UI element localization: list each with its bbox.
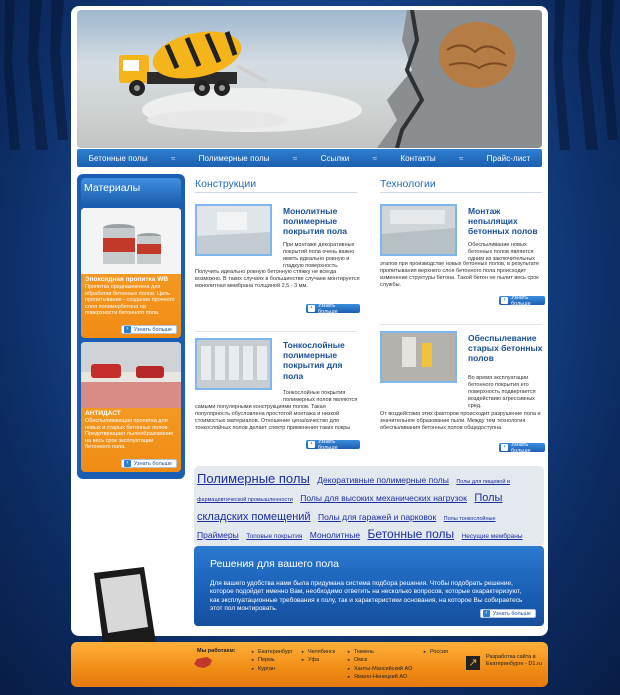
- nav-divider-icon: ≈: [292, 153, 298, 163]
- tag-link[interactable]: Полимерные полы: [197, 471, 310, 486]
- concrete-mixer-truck: [119, 24, 267, 96]
- article-lead: При монтаже декоративных покрытий пола очень важно иметь идеально ровную и гладкую поверхность.: [283, 242, 355, 269]
- article-title[interactable]: Обеспылевание старых бетонных полов: [468, 333, 543, 364]
- technologies-heading: Технологии: [380, 178, 542, 193]
- developer-credit-line: Екатеринбурге - D1.ru: [486, 661, 542, 668]
- material-title: АНТИДАСТ: [85, 410, 121, 417]
- article-lead: Обеспыливание новых бетонных полов является одним из заключительных: [468, 242, 536, 262]
- footer: [71, 642, 548, 687]
- article-body: этапов при производстве новых бетонных полов, в результате пропитывания верхнего слоя бетонного пола происходит изменение структуры бетона. Такой бетон не пылит весь срок службы.: [380, 261, 540, 288]
- learn-more-button[interactable]: › Узнать больше: [306, 440, 360, 449]
- tag-link[interactable]: Полы для пищевой и фармацевтической промышленности: [197, 479, 510, 504]
- learn-more-button[interactable]: › Узнать больше: [480, 609, 536, 618]
- learn-more-button[interactable]: › Узнать больше: [121, 459, 177, 468]
- article-lead: Тонкослойные покрытия полимерных полов являются: [283, 390, 358, 403]
- city-link[interactable]: ► Пермь: [251, 656, 293, 664]
- article-old-floors: [380, 331, 545, 456]
- banner-illustration: [77, 10, 542, 148]
- tag-link[interactable]: Праймеры: [197, 530, 239, 541]
- learn-more-button[interactable]: › Узнать больше: [499, 443, 545, 452]
- sidebar-title: Материалы: [81, 178, 181, 204]
- crowd-silhouette-right: [550, 0, 620, 150]
- material-card-antidust[interactable]: [81, 342, 181, 472]
- materials-sidebar: [77, 174, 185, 479]
- page-container: [71, 6, 548, 636]
- tag-link[interactable]: Полы для высоких механических нагрузок: [300, 493, 467, 504]
- article-thumbnail[interactable]: [195, 204, 272, 256]
- city-list: [251, 648, 293, 673]
- city-link[interactable]: ► Курган: [251, 665, 293, 673]
- article-thumbnail[interactable]: [195, 338, 272, 390]
- article-monolithic: [195, 204, 360, 324]
- article-title[interactable]: Тонкослойные полимерные покрытия для пола: [283, 340, 345, 381]
- floor-solutions-panel: [194, 546, 544, 626]
- tag-link[interactable]: Полы тонкослойные: [443, 515, 496, 522]
- main-nav: [77, 149, 542, 167]
- nav-concrete-floors[interactable]: Бетонные полы: [88, 153, 148, 163]
- material-card-epoxy[interactable]: [81, 208, 181, 338]
- header-banner: [77, 10, 542, 148]
- city-list: [301, 648, 335, 665]
- city-list: [423, 648, 448, 656]
- city-link[interactable]: ► Россия: [423, 648, 448, 656]
- nav-links[interactable]: Ссылки: [320, 153, 350, 163]
- nav-divider-icon: ≈: [170, 153, 176, 163]
- article-lead: Во время эксплуатации бетонного покрытия его поверхность подвергается воздействию агрессивных сред.: [468, 375, 536, 409]
- article-body: самыми популярными конструкциями полов. Такая популярность обусловлена простотой монтажа и низкой стоимостью материалов. Отношение цена/качество для тонкослойных полов делает спектр применения таких покры: [195, 404, 351, 431]
- article-title[interactable]: Монтаж непылящих бетонных полов: [468, 206, 538, 237]
- tag-link[interactable]: Полы складских помещений: [197, 492, 503, 523]
- tag-link[interactable]: Несущие мембраны: [461, 533, 523, 541]
- nav-divider-icon: ≈: [372, 153, 378, 163]
- we-work-label: Мы работаем:: [197, 648, 236, 654]
- nav-price-list[interactable]: Прайс-лист: [486, 153, 531, 163]
- city-link[interactable]: ► Ханты-Мансийский АО: [347, 665, 412, 673]
- developer-logo-icon[interactable]: ↗: [466, 656, 480, 670]
- constructions-heading: Конструкции: [195, 178, 357, 193]
- article-body: Получить идеально ровную бетонную стяжку не всегда возможно. В таких случаях в большинстве случаев монтируется монолитная мембрана толщиной 2,5 - 3 мм.: [195, 269, 360, 289]
- tag-link[interactable]: Топовые покрытия: [246, 533, 303, 541]
- product-cans-image: [81, 208, 181, 274]
- solutions-title: Решения для вашего пола: [210, 558, 339, 570]
- divider: [195, 331, 357, 332]
- divider: [380, 324, 542, 325]
- tag-link[interactable]: Бетонные полы: [367, 527, 455, 542]
- solutions-text: Для вашего удобства нами была придумана система подбора решения. Чтобы подобрать решение, которое подойдет именно Вам, необходимо ответить на несколько вопросов, которые охарактеризуют, как эксплуатационные требования к полу, так и характеристики основания, на которое Вы собираетесь этот пол монтировать.: [210, 580, 523, 613]
- garage-floor-image: [81, 342, 181, 408]
- city-link[interactable]: ► Тюмень: [347, 648, 412, 656]
- russia-map-icon: [193, 656, 213, 670]
- developer-credit-line: Разработка сайта в: [486, 654, 536, 660]
- crowd-silhouette-left: [0, 0, 70, 150]
- nav-contacts[interactable]: Контакты: [400, 153, 436, 163]
- article-title[interactable]: Монолитные полимерные покрытия пола: [283, 206, 347, 237]
- city-link[interactable]: ► Омск: [347, 656, 412, 664]
- tag-link[interactable]: Полы для гаражей и парковок: [318, 511, 437, 522]
- material-description: Пропитка предназначена для обработки бетонных полов. Цель пропитывания - создание прочного слоя полимербетона на поверхности бетонного пола.: [85, 284, 175, 317]
- city-link[interactable]: ► Уфа: [301, 656, 335, 664]
- learn-more-button[interactable]: › Узнать больше: [306, 304, 360, 313]
- city-list: [347, 648, 412, 681]
- developer-credit[interactable]: [486, 654, 542, 668]
- article-body: От воздействия этих факторов происходит разрушение пола и значительное образование пыли. Между тем технология обеспыливания бетонных полов общедоступна.: [380, 411, 541, 431]
- article-thumbnail[interactable]: [380, 331, 457, 383]
- tag-cloud: [194, 466, 544, 546]
- article-thin-layer: [195, 338, 360, 456]
- learn-more-button[interactable]: › Узнать больше: [121, 325, 177, 334]
- learn-more-button[interactable]: › Узнать больше: [499, 296, 545, 305]
- tag-link[interactable]: Декоративные полимерные полы: [317, 475, 449, 485]
- material-description: Обеспыливающая пропитка для новых и старых бетонных полов. Предотвращает пылеобразование на весь срок эксплуатации бетонного пола.: [85, 418, 174, 451]
- tag-link[interactable]: Монолитные: [309, 530, 361, 541]
- walnut-illustration: [439, 22, 515, 88]
- nav-divider-icon: ≈: [458, 153, 464, 163]
- city-link[interactable]: ► Челябинск: [301, 648, 335, 656]
- city-link[interactable]: ► Ямало-Ненецкий АО: [347, 673, 412, 681]
- nav-polymer-floors[interactable]: Полимерные полы: [198, 153, 270, 163]
- article-dustproof-install: [380, 204, 545, 324]
- material-title: Эпоксидная пропитка WB: [85, 276, 169, 283]
- article-thumbnail[interactable]: [380, 204, 457, 256]
- city-link[interactable]: ► Екатеринбург: [251, 648, 293, 656]
